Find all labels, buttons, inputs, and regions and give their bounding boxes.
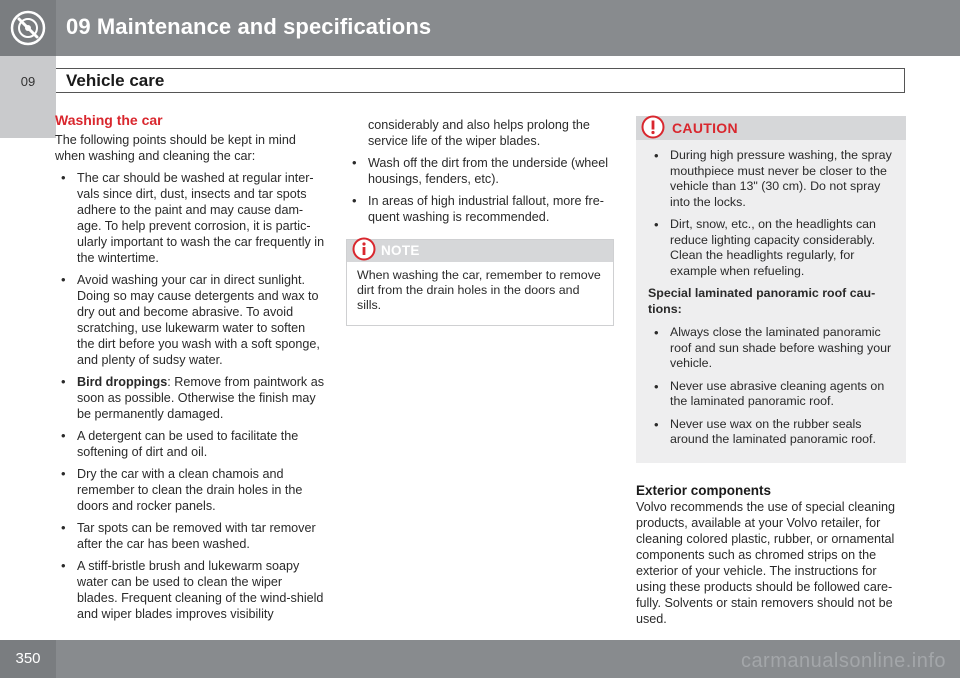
bird-droppings-label: Bird droppings [77, 375, 168, 389]
note-header [347, 240, 613, 262]
list-item: • A stiff-bristle brush and lukewarm soapy water can be used to clean the wiper blades. Frequent cleaning of the wind-shield and wiper blades improves visibility [55, 558, 325, 622]
info-icon [352, 237, 376, 261]
list-item [55, 374, 325, 422]
chapter-tab-number: 09 [20, 74, 36, 89]
list-item: • In areas of high industrial fallout, more fre-quent washing is recommended. [346, 193, 614, 225]
list-item: • Dirt, snow, etc., on the headlights can reduce lighting capacity considerably. Clean the headlights regularly, for example when refueling. [648, 217, 896, 279]
list-item: • Wash off the dirt from the underside (wheel housings, fenders, etc). [346, 155, 614, 187]
list-item: • Dry the car with a clean chamois and remember to clean the drain holes in the doors and rocker panels. [55, 466, 325, 514]
column-3 [636, 116, 906, 627]
list-item: • Never use wax on the rubber seals around the laminated panoramic roof. [648, 417, 896, 448]
list-item: • A detergent can be used to facilitate the softening of dirt and oil. [55, 428, 325, 460]
note-text: When washing the car, remember to remove dirt from the drain holes in the doors and sills. [357, 268, 601, 312]
roof-caution-bullet-list [648, 325, 896, 448]
caution-bullet-list [648, 148, 896, 279]
chapter-title: 09 Maintenance and specifications [66, 14, 432, 39]
section-bar [56, 68, 905, 93]
list-item: • The car should be washed at regular inter-vals since dirt, dust, insects and tar spots adhere to the paint and may cause dam-age. To help prevent corrosion, it is partic-ularly important to wash the car frequently in the wintertime. [55, 170, 325, 266]
caution-header [636, 116, 906, 140]
wrench-gear-icon [8, 8, 48, 48]
bird-droppings-text: : Remove from paintwork as soon as possible. Otherwise the finish may be permanently damaged. [77, 375, 325, 421]
warning-icon [641, 115, 665, 139]
washing-bullet-list-continued [346, 155, 614, 225]
exterior-heading: Exterior components [636, 482, 772, 498]
washing-intro: The following points should be kept in mind when washing and cleaning the car: [55, 133, 296, 163]
list-item: • Avoid washing your car in direct sunlight. Doing so may cause detergents and wax to dry out and become abrasive. To avoid scratching, use lukewarm water to soften the dirt before you wash with a soft sponge, and plenty of sudsy water. [55, 272, 325, 368]
caution-box [636, 116, 906, 463]
caution-label: CAUTION [672, 120, 738, 136]
exterior-text: Volvo recommends the use of special cleaning products, available at your Volvo retailer, for cleaning colored plastic, rubber, or ornamental components such as chromed strips on the exterior of your vehicle. The instructions for using these products should be followed care-fully. Solvents or stain removers should not be used. [636, 499, 896, 626]
roof-caution-subheading: Special laminated panoramic roof cau-tions: [648, 286, 876, 316]
caution-body [636, 140, 906, 448]
page-number: 350 [15, 650, 41, 667]
list-item: • Always close the laminated panoramic roof and sun shade before washing your vehicle. [648, 325, 896, 372]
note-box [346, 239, 614, 326]
chapter-icon-box [0, 0, 56, 56]
note-label: NOTE [381, 243, 420, 258]
watermark: carmanualsonline.info [740, 650, 946, 672]
column-2 [346, 117, 614, 326]
washing-bullet-list [55, 170, 325, 622]
list-item: • Never use abrasive cleaning agents on the laminated panoramic roof. [648, 379, 896, 410]
list-item: • During high pressure washing, the spray mouthpiece must never be closer to the vehicle than 13" (30 cm). Do not spray into the locks. [648, 148, 896, 210]
column-1 [55, 112, 325, 628]
chapter-tab [0, 56, 56, 138]
section-title: Vehicle care [66, 71, 165, 90]
continued-text: considerably and also helps prolong the service life of the wiper blades. [368, 118, 590, 148]
list-item: • Tar spots can be removed with tar remover after the car has been washed. [55, 520, 325, 552]
washing-heading: Washing the car [55, 112, 163, 128]
